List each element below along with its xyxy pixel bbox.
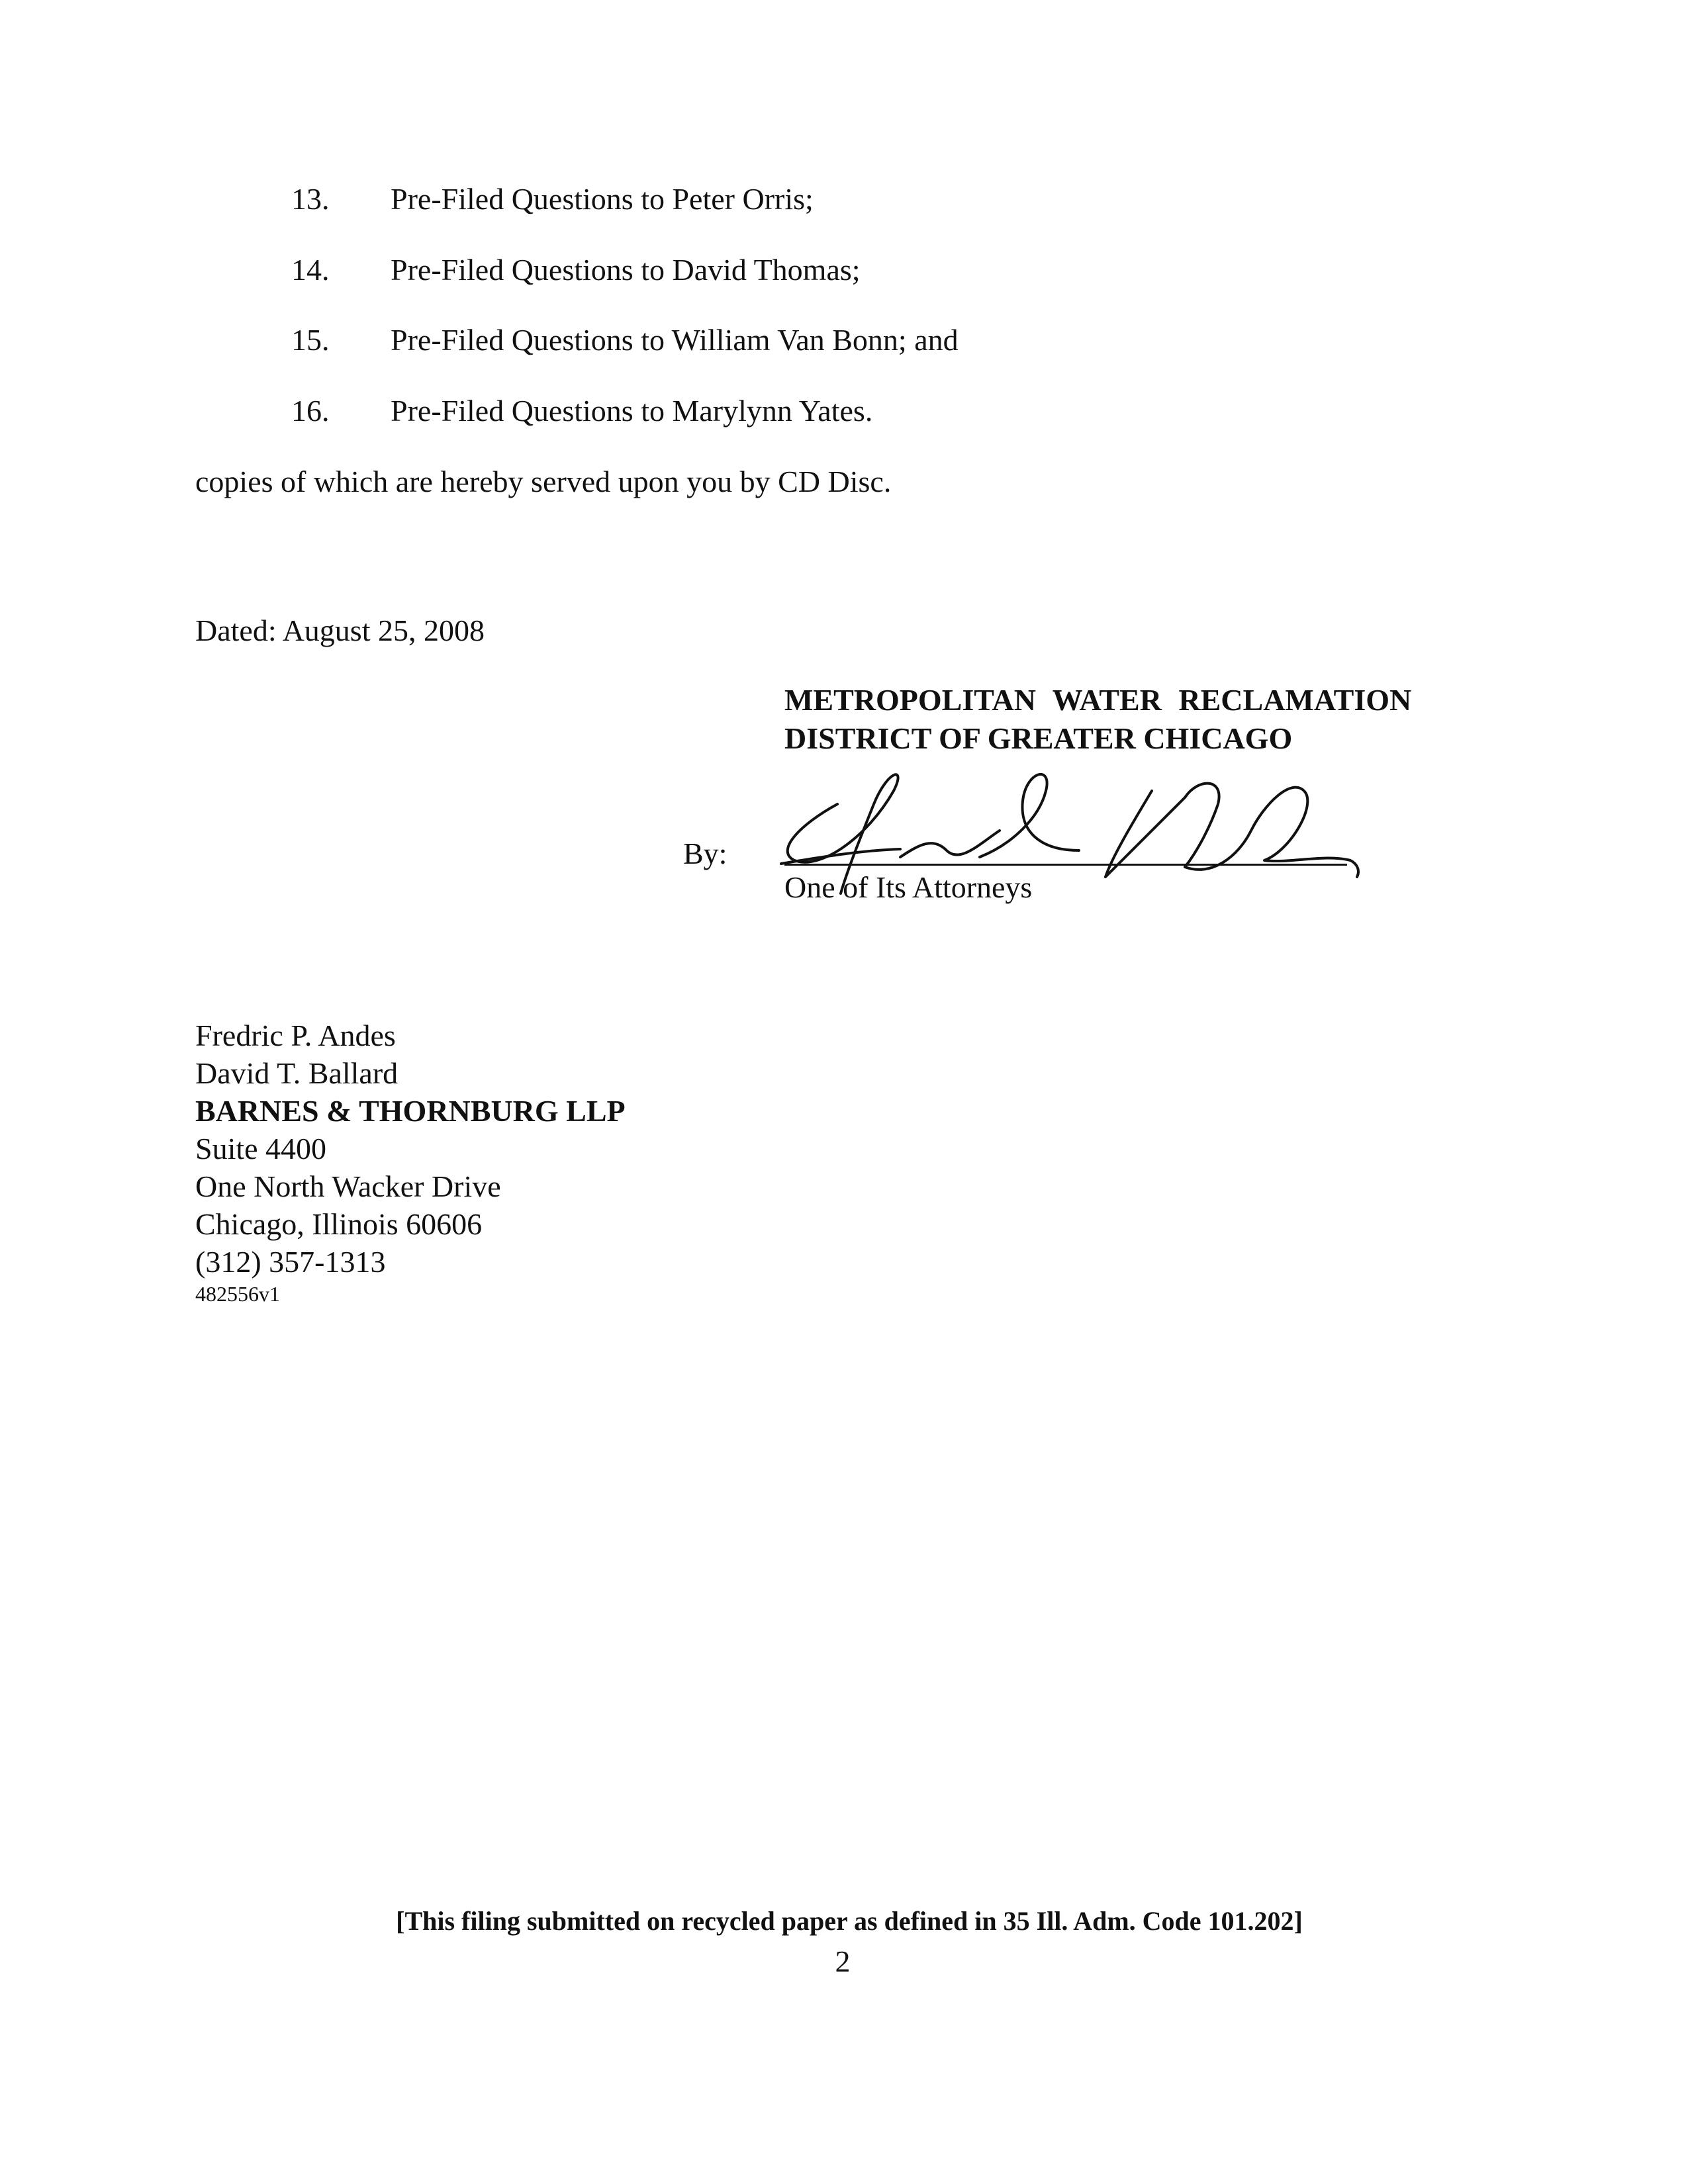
list-item-number: 13.	[291, 182, 330, 216]
list-item-text: Pre-Filed Questions to David Thomas;	[391, 253, 861, 287]
page-number: 2	[835, 1944, 851, 1978]
list-item-text: Pre-Filed Questions to Marylynn Yates.	[391, 394, 873, 428]
organization-name-line2: DISTRICT OF GREATER CHICAGO	[784, 721, 1293, 755]
list-item-text: Pre-Filed Questions to William Van Bonn; and	[391, 323, 959, 357]
list-item-number: 16.	[291, 394, 330, 428]
service-statement: copies of which are hereby served upon you by CD Disc.	[195, 465, 892, 498]
signature-line	[784, 864, 1347, 866]
document-id: 482556v1	[195, 1282, 280, 1306]
list-item	[291, 322, 959, 359]
attorney-name: David T. Ballard	[195, 1056, 399, 1090]
list-item	[291, 392, 872, 430]
signature-caption: One of Its Attorneys	[784, 870, 1033, 904]
by-label: By:	[683, 837, 727, 870]
attorney-name: Fredric P. Andes	[195, 1019, 396, 1052]
address-city: Chicago, Illinois 60606	[195, 1207, 483, 1241]
law-firm-name: BARNES & THORNBURG LLP	[195, 1094, 626, 1128]
dated-line: Dated: August 25, 2008	[195, 614, 485, 647]
list-item-number: 14.	[291, 253, 330, 287]
address-street: One North Wacker Drive	[195, 1169, 501, 1203]
recycled-paper-notice: [This filing submitted on recycled paper as defined in 35 Ill. Adm. Code 101.202]	[396, 1906, 1303, 1936]
phone-number: (312) 357-1313	[195, 1245, 386, 1279]
list-item-number: 15.	[291, 323, 330, 357]
attorney-contact-block	[195, 1017, 626, 1307]
address-suite: Suite 4400	[195, 1132, 327, 1165]
list-item	[291, 181, 814, 218]
list-item-text: Pre-Filed Questions to Peter Orris;	[391, 182, 814, 216]
list-item	[291, 251, 861, 289]
organization-name-line1: METROPOLITAN WATER RECLAMATION	[784, 683, 1412, 717]
